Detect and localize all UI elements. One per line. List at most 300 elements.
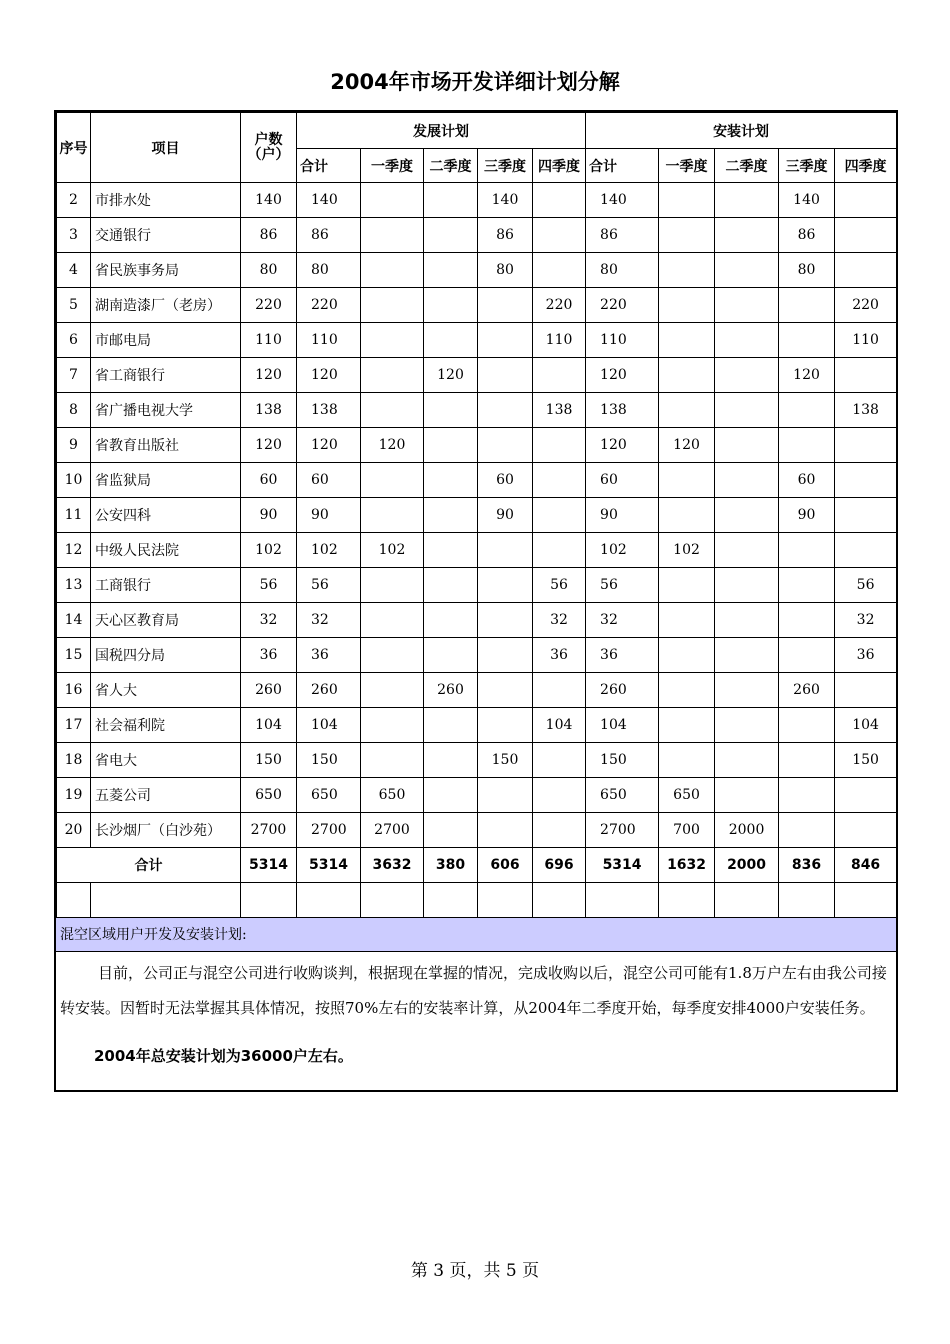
dev-cell — [361, 673, 424, 708]
install-cell: 138 — [835, 393, 897, 428]
install-cell — [835, 673, 897, 708]
dev-cell — [424, 533, 478, 568]
install-cell — [659, 568, 715, 603]
dev-cell — [424, 253, 478, 288]
dev-cell — [533, 253, 586, 288]
dev-cell — [478, 393, 533, 428]
row-seq: 17 — [57, 708, 91, 743]
plan-table — [56, 112, 897, 918]
install-cell — [659, 218, 715, 253]
dev-cell — [478, 708, 533, 743]
header-install-q3: 三季度 — [779, 149, 835, 183]
blank-cell — [57, 883, 91, 918]
header-dev-q1: 一季度 — [361, 149, 424, 183]
install-cell — [779, 638, 835, 673]
header-dev-q2: 二季度 — [424, 149, 478, 183]
table-row — [57, 498, 897, 533]
row-seq: 20 — [57, 813, 91, 848]
dev-cell — [424, 428, 478, 463]
install-cell — [659, 743, 715, 778]
dev-cell: 36 — [533, 638, 586, 673]
install-cell — [715, 463, 779, 498]
table-row — [57, 183, 897, 218]
install-cell — [835, 533, 897, 568]
note-heading: 混空区域用户开发及安装计划: — [56, 918, 896, 952]
install-cell — [659, 673, 715, 708]
dev-cell — [361, 288, 424, 323]
install-cell — [779, 743, 835, 778]
install-cell: 220 — [586, 288, 659, 323]
install-cell: 104 — [835, 708, 897, 743]
dev-cell: 32 — [533, 603, 586, 638]
dev-cell: 102 — [297, 533, 361, 568]
dev-cell — [424, 218, 478, 253]
total-install-sum: 5314 — [586, 848, 659, 883]
install-cell — [835, 183, 897, 218]
header-item: 项目 — [91, 113, 241, 183]
install-cell: 650 — [586, 778, 659, 813]
install-cell: 90 — [779, 498, 835, 533]
row-name: 中级人民法院 — [91, 533, 241, 568]
dev-cell: 140 — [478, 183, 533, 218]
note-paragraph: 目前，公司正与混空公司进行收购谈判，根据现在掌握的情况，完成收购以后，混空公司可能有1.8万户左右由我公司接转安装。因暂时无法掌握其具体情况，按照70%左右的安装率计算，从2004年二季度开始，每季度安排4000户安装任务。 — [60, 964, 887, 1017]
dev-cell — [533, 743, 586, 778]
blank-cell — [361, 883, 424, 918]
dev-cell: 102 — [361, 533, 424, 568]
install-cell: 220 — [835, 288, 897, 323]
table-row — [57, 708, 897, 743]
install-cell: 104 — [586, 708, 659, 743]
install-cell: 120 — [659, 428, 715, 463]
dev-cell: 140 — [297, 183, 361, 218]
dev-cell — [361, 498, 424, 533]
install-cell — [779, 533, 835, 568]
blank-cell — [478, 883, 533, 918]
install-cell — [715, 218, 779, 253]
dev-cell — [424, 638, 478, 673]
total-dev-q2: 380 — [424, 848, 478, 883]
install-cell — [659, 183, 715, 218]
row-households: 138 — [241, 393, 297, 428]
dev-cell — [478, 778, 533, 813]
dev-cell — [424, 183, 478, 218]
row-households: 86 — [241, 218, 297, 253]
install-cell — [659, 708, 715, 743]
install-cell — [659, 498, 715, 533]
dev-cell: 32 — [297, 603, 361, 638]
install-cell — [715, 638, 779, 673]
table-row — [57, 813, 897, 848]
row-name: 省教育出版社 — [91, 428, 241, 463]
install-cell: 260 — [779, 673, 835, 708]
dev-cell — [478, 813, 533, 848]
dev-cell — [424, 498, 478, 533]
table-row — [57, 253, 897, 288]
install-cell: 120 — [779, 358, 835, 393]
install-cell: 32 — [586, 603, 659, 638]
table-row — [57, 428, 897, 463]
dev-cell: 260 — [424, 673, 478, 708]
install-cell — [835, 358, 897, 393]
install-cell: 80 — [586, 253, 659, 288]
row-name: 省民族事务局 — [91, 253, 241, 288]
install-cell — [715, 708, 779, 743]
dev-cell — [533, 533, 586, 568]
install-cell — [835, 778, 897, 813]
table-row — [57, 533, 897, 568]
install-cell: 120 — [586, 358, 659, 393]
dev-cell: 138 — [297, 393, 361, 428]
total-install-q2: 2000 — [715, 848, 779, 883]
install-cell: 56 — [586, 568, 659, 603]
row-name: 省人大 — [91, 673, 241, 708]
row-seq: 15 — [57, 638, 91, 673]
install-cell: 56 — [835, 568, 897, 603]
dev-cell: 260 — [297, 673, 361, 708]
blank-cell — [424, 883, 478, 918]
dev-cell — [533, 218, 586, 253]
row-households: 120 — [241, 358, 297, 393]
dev-cell: 36 — [297, 638, 361, 673]
dev-cell — [478, 603, 533, 638]
dev-cell — [533, 498, 586, 533]
dev-cell — [424, 778, 478, 813]
blank-cell — [91, 883, 241, 918]
install-cell: 2700 — [586, 813, 659, 848]
header-dev-plan: 发展计划 — [297, 113, 586, 149]
total-dev-sum: 5314 — [297, 848, 361, 883]
install-cell: 86 — [586, 218, 659, 253]
row-name: 省监狱局 — [91, 463, 241, 498]
install-cell — [779, 778, 835, 813]
table-row — [57, 358, 897, 393]
dev-cell: 110 — [297, 323, 361, 358]
row-name: 省广播电视大学 — [91, 393, 241, 428]
row-seq: 7 — [57, 358, 91, 393]
dev-cell — [361, 743, 424, 778]
dev-cell: 120 — [297, 428, 361, 463]
dev-cell — [361, 568, 424, 603]
dev-cell: 80 — [478, 253, 533, 288]
install-cell: 110 — [586, 323, 659, 358]
row-households: 90 — [241, 498, 297, 533]
dev-cell: 650 — [297, 778, 361, 813]
row-households: 104 — [241, 708, 297, 743]
install-cell — [715, 428, 779, 463]
install-cell — [659, 603, 715, 638]
dev-cell — [361, 463, 424, 498]
install-cell — [835, 463, 897, 498]
dev-cell: 110 — [533, 323, 586, 358]
note-summary: 2004年总安装计划为36000户左右。 — [94, 1047, 353, 1065]
row-seq: 12 — [57, 533, 91, 568]
total-install-q3: 836 — [779, 848, 835, 883]
note-section — [56, 952, 896, 1090]
dev-cell: 80 — [297, 253, 361, 288]
row-households: 110 — [241, 323, 297, 358]
install-cell: 120 — [586, 428, 659, 463]
row-seq: 13 — [57, 568, 91, 603]
dev-cell: 56 — [297, 568, 361, 603]
install-cell — [779, 708, 835, 743]
dev-cell: 120 — [424, 358, 478, 393]
dev-cell: 86 — [297, 218, 361, 253]
install-cell — [779, 603, 835, 638]
row-households: 80 — [241, 253, 297, 288]
dev-cell: 150 — [478, 743, 533, 778]
install-cell — [715, 778, 779, 813]
row-name: 五菱公司 — [91, 778, 241, 813]
table-row — [57, 743, 897, 778]
row-seq: 5 — [57, 288, 91, 323]
dev-cell — [478, 673, 533, 708]
dev-cell — [361, 393, 424, 428]
header-install-q1: 一季度 — [659, 149, 715, 183]
dev-cell — [424, 323, 478, 358]
blank-cell — [835, 883, 897, 918]
dev-cell: 86 — [478, 218, 533, 253]
install-cell — [715, 358, 779, 393]
blank-cell — [297, 883, 361, 918]
install-cell — [715, 183, 779, 218]
row-name: 长沙烟厂（白沙苑） — [91, 813, 241, 848]
install-cell: 60 — [586, 463, 659, 498]
table-row — [57, 288, 897, 323]
dev-cell: 220 — [533, 288, 586, 323]
install-cell: 150 — [586, 743, 659, 778]
dev-cell — [478, 533, 533, 568]
install-cell — [715, 533, 779, 568]
header-dev-q4: 四季度 — [533, 149, 586, 183]
row-seq: 14 — [57, 603, 91, 638]
install-cell: 650 — [659, 778, 715, 813]
row-households: 32 — [241, 603, 297, 638]
table-row — [57, 568, 897, 603]
blank-cell — [715, 883, 779, 918]
install-cell: 140 — [586, 183, 659, 218]
dev-cell: 220 — [297, 288, 361, 323]
row-name: 湖南造漆厂（老房） — [91, 288, 241, 323]
dev-cell — [361, 183, 424, 218]
page-footer: 第 3 页，共 5 页 — [410, 1261, 540, 1281]
row-seq: 3 — [57, 218, 91, 253]
install-cell: 90 — [586, 498, 659, 533]
table-row — [57, 778, 897, 813]
row-seq: 4 — [57, 253, 91, 288]
row-households: 56 — [241, 568, 297, 603]
header-install-q4: 四季度 — [835, 149, 897, 183]
dev-cell — [533, 358, 586, 393]
install-cell — [659, 463, 715, 498]
dev-cell — [424, 393, 478, 428]
install-cell: 260 — [586, 673, 659, 708]
total-dev-q3: 606 — [478, 848, 533, 883]
install-cell — [835, 428, 897, 463]
dev-cell — [533, 183, 586, 218]
row-seq: 19 — [57, 778, 91, 813]
dev-cell — [478, 568, 533, 603]
dev-cell — [424, 743, 478, 778]
blank-cell — [241, 883, 297, 918]
install-cell: 102 — [586, 533, 659, 568]
dev-cell — [533, 813, 586, 848]
table-row — [57, 323, 897, 358]
row-seq: 11 — [57, 498, 91, 533]
install-cell: 110 — [835, 323, 897, 358]
install-cell — [659, 393, 715, 428]
total-dev-q4: 696 — [533, 848, 586, 883]
table-row — [57, 218, 897, 253]
install-cell: 60 — [779, 463, 835, 498]
total-dev-q1: 3632 — [361, 848, 424, 883]
install-cell — [835, 813, 897, 848]
install-cell — [779, 813, 835, 848]
install-cell — [715, 393, 779, 428]
install-cell — [715, 253, 779, 288]
blank-cell — [659, 883, 715, 918]
dev-cell: 120 — [297, 358, 361, 393]
header-dev-q3: 三季度 — [478, 149, 533, 183]
dev-cell — [424, 813, 478, 848]
dev-cell — [478, 358, 533, 393]
row-name: 社会福利院 — [91, 708, 241, 743]
install-cell — [659, 323, 715, 358]
install-cell — [659, 288, 715, 323]
row-seq: 9 — [57, 428, 91, 463]
blank-cell — [586, 883, 659, 918]
install-cell: 102 — [659, 533, 715, 568]
row-name: 国税四分局 — [91, 638, 241, 673]
page-title: 2004年市场开发详细计划分解 — [330, 70, 620, 94]
install-cell — [715, 568, 779, 603]
row-name: 天心区教育局 — [91, 603, 241, 638]
row-households: 650 — [241, 778, 297, 813]
install-cell — [779, 323, 835, 358]
row-households: 220 — [241, 288, 297, 323]
install-cell — [779, 393, 835, 428]
install-cell: 32 — [835, 603, 897, 638]
dev-cell: 104 — [297, 708, 361, 743]
header-seq: 序号 — [57, 113, 91, 183]
row-name: 省工商银行 — [91, 358, 241, 393]
install-cell — [835, 218, 897, 253]
install-cell — [659, 358, 715, 393]
row-seq: 18 — [57, 743, 91, 778]
dev-cell: 150 — [297, 743, 361, 778]
total-install-q4: 846 — [835, 848, 897, 883]
blank-row — [57, 883, 897, 918]
row-name: 市排水处 — [91, 183, 241, 218]
table-row — [57, 463, 897, 498]
header-dev-total: 合计 — [297, 149, 361, 183]
row-households: 120 — [241, 428, 297, 463]
dev-cell — [424, 568, 478, 603]
plan-sheet — [54, 110, 898, 1092]
install-cell: 36 — [586, 638, 659, 673]
blank-cell — [533, 883, 586, 918]
dev-cell — [424, 463, 478, 498]
table-row — [57, 603, 897, 638]
dev-cell: 2700 — [361, 813, 424, 848]
install-cell — [779, 288, 835, 323]
table-row — [57, 393, 897, 428]
dev-cell — [361, 708, 424, 743]
dev-cell: 650 — [361, 778, 424, 813]
row-name: 省电大 — [91, 743, 241, 778]
install-cell: 700 — [659, 813, 715, 848]
row-name: 工商银行 — [91, 568, 241, 603]
row-households: 2700 — [241, 813, 297, 848]
install-cell: 80 — [779, 253, 835, 288]
install-cell: 86 — [779, 218, 835, 253]
dev-cell — [533, 463, 586, 498]
dev-cell — [424, 708, 478, 743]
total-install-q1: 1632 — [659, 848, 715, 883]
dev-cell: 90 — [297, 498, 361, 533]
dev-cell — [361, 638, 424, 673]
table-row — [57, 673, 897, 708]
header-install-total: 合计 — [586, 149, 659, 183]
row-households: 36 — [241, 638, 297, 673]
dev-cell: 138 — [533, 393, 586, 428]
dev-cell: 90 — [478, 498, 533, 533]
row-seq: 10 — [57, 463, 91, 498]
install-cell — [715, 743, 779, 778]
dev-cell — [478, 638, 533, 673]
install-cell — [715, 288, 779, 323]
total-label: 合计 — [57, 848, 241, 883]
row-name: 公安四科 — [91, 498, 241, 533]
install-cell — [779, 428, 835, 463]
install-cell — [715, 323, 779, 358]
install-cell — [715, 603, 779, 638]
header-install-q2: 二季度 — [715, 149, 779, 183]
dev-cell — [424, 288, 478, 323]
table-row — [57, 638, 897, 673]
row-seq: 8 — [57, 393, 91, 428]
dev-cell — [361, 358, 424, 393]
blank-cell — [779, 883, 835, 918]
dev-cell — [424, 603, 478, 638]
install-cell: 150 — [835, 743, 897, 778]
install-cell: 36 — [835, 638, 897, 673]
install-cell — [835, 253, 897, 288]
install-cell: 138 — [586, 393, 659, 428]
dev-cell: 2700 — [297, 813, 361, 848]
dev-cell: 104 — [533, 708, 586, 743]
dev-cell — [478, 323, 533, 358]
total-row — [57, 848, 897, 883]
install-cell — [779, 568, 835, 603]
row-name: 市邮电局 — [91, 323, 241, 358]
row-seq: 6 — [57, 323, 91, 358]
install-cell — [715, 673, 779, 708]
header-households: 户数（户） — [241, 113, 297, 183]
install-cell: 2000 — [715, 813, 779, 848]
dev-cell — [361, 323, 424, 358]
row-households: 60 — [241, 463, 297, 498]
row-households: 150 — [241, 743, 297, 778]
dev-cell: 60 — [297, 463, 361, 498]
row-name: 交通银行 — [91, 218, 241, 253]
total-households: 5314 — [241, 848, 297, 883]
dev-cell: 60 — [478, 463, 533, 498]
dev-cell — [533, 428, 586, 463]
dev-cell — [533, 778, 586, 813]
install-cell: 140 — [779, 183, 835, 218]
dev-cell — [361, 603, 424, 638]
row-households: 140 — [241, 183, 297, 218]
